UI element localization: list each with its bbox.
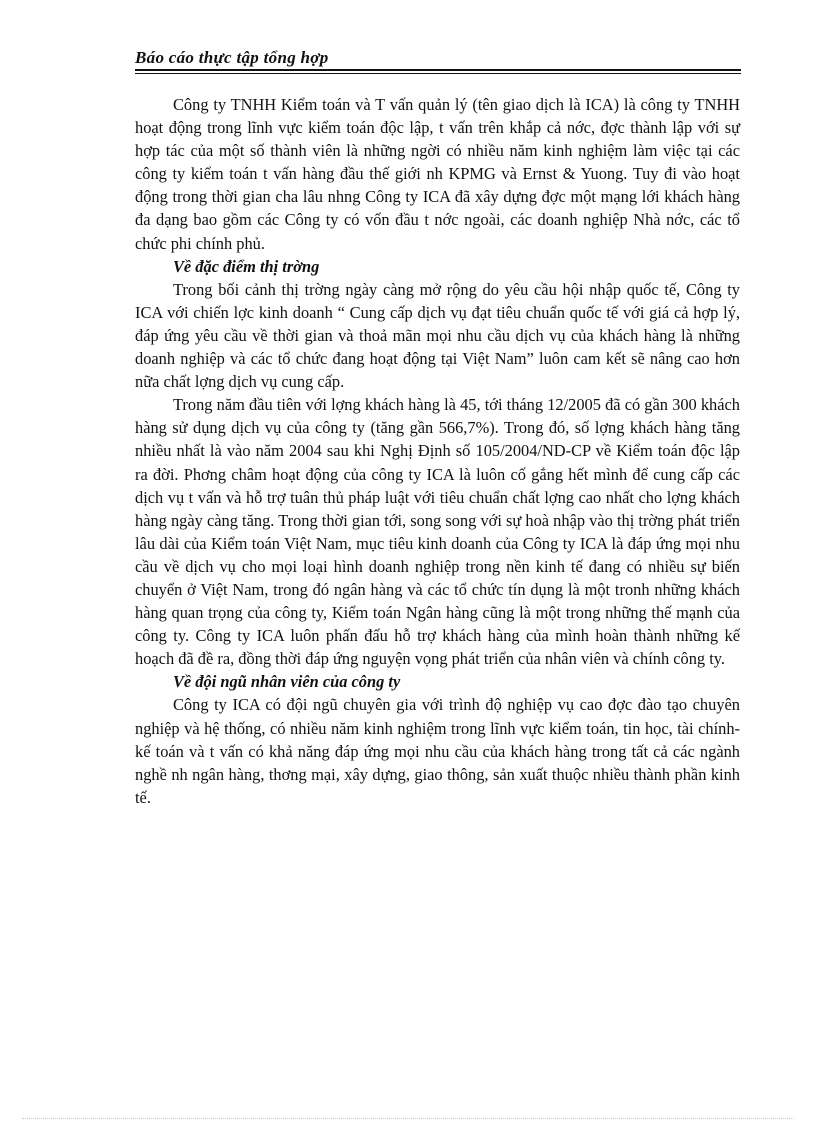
section-heading-staff: Về đội ngũ nhân viên của công ty: [173, 672, 401, 692]
document-body: [135, 93, 740, 809]
paragraph-market-context: Trong bối cảnh thị trờng ngày càng mở rộng do yêu cầu hội nhập quốc tế, Công ty ICA với chiến lợc kinh doanh “ Cung cấp dịch vụ đạt tiêu chuẩn quốc tế với giá cả hợp lý, đáp ứng yêu cầu về thời gian và thoả mãn mọi nhu cầu dịch vụ của khách hàng là những doanh nghiệp và các tổ chức đang hoạt động tại Việt Nam” luôn cam kết sẽ nâng cao hơn nữa chất lợng dịch vụ cung cấp.: [135, 279, 740, 392]
header-rule-thin: [135, 73, 741, 74]
footer-dotted-rule: [22, 1118, 794, 1119]
paragraph-company-intro: Công ty TNHH Kiểm toán và T vấn quản lý (tên giao dịch là ICA) là công ty TNHH hoạt động trong lĩnh vực kiểm toán độc lập, t vấn trên khắp cả nớc, đợc thành lập với sự hợp tác của một số thành viên là những ngời có nhiều năm kinh nghiệm làm việc tại các công ty kiểm toán t vấn hàng đầu thế giới nh KPMG và Ernst & Yuong. Tuy đi vào hoạt động trong thời gian cha lâu nhng Công ty ICA đã xây dựng đợc một mạng lới khách hàng đa dạng bao gồm các Công ty có vốn đầu t nớc ngoài, các doanh nghiệp Nhà nớc, các tổ chức phi chính phủ.: [135, 95, 740, 253]
header-title: Báo cáo thực tập tổng hợp: [135, 48, 329, 67]
paragraph-staff: Công ty ICA có đội ngũ chuyên gia với trình độ nghiệp vụ cao đợc đào tạo chuyên nghiệp và hệ thống, có nhiều năm kinh nghiệm trong lĩnh vực kiểm toán, tin học, tài chính- kế toán và t vấn có khả năng đáp ứng mọi nhu cầu của khách hàng trong tất cả các ngành nghề nh ngân hàng, thơng mại, xây dựng, giao thông, sản xuất thuộc nhiều thành phần kinh tế.: [135, 695, 740, 807]
header-rule-thick: [135, 69, 741, 71]
page-header: [135, 48, 741, 74]
section-heading-market: Về đặc điểm thị trờng: [173, 256, 320, 276]
paragraph-customer-growth: Trong năm đầu tiên với lợng khách hàng là 45, tới tháng 12/2005 đã có gần 300 khách hàng sử dụng dịch vụ của công ty (tăng gần 566,7%). Trong đó, số lợng khách hàng tăng nhiều nhất là vào năm 2004 sau khi Nghị Định số 105/2004/ND-CP về Kiểm toán độc lập ra đời. Phơng châm hoạt động của công ty ICA là luôn cố gắng hết mình để cung cấp các dịch vụ t vấn và hỗ trợ tuân thủ pháp luật với tiêu chuẩn chất lợng cao nhất cho lợng khách hàng ngày càng tăng. Trong thời gian tới, song song với sự hoà nhập vào thị trờng phát triển lâu dài của Kiểm toán Việt Nam, mục tiêu kinh doanh của Công ty ICA là đáp ứng mọi nhu cầu về dịch vụ cho mọi loại hình doanh nghiệp trong nền kinh tế đang có nhiều sự biến chuyển ở Việt Nam, trong đó ngân hàng và các tổ chức tín dụng là một tronh những khách hàng quan trọng của công ty, Kiểm toán Ngân hàng cũng là một trong những thế mạnh của công ty. Công ty ICA luôn phấn đấu hỗ trợ khách hàng của mình hoàn thành những kế hoạch đã đề ra, đồng thời đáp ứng nguyện vọng phát triển của nhân viên và chính công ty.: [135, 395, 740, 669]
